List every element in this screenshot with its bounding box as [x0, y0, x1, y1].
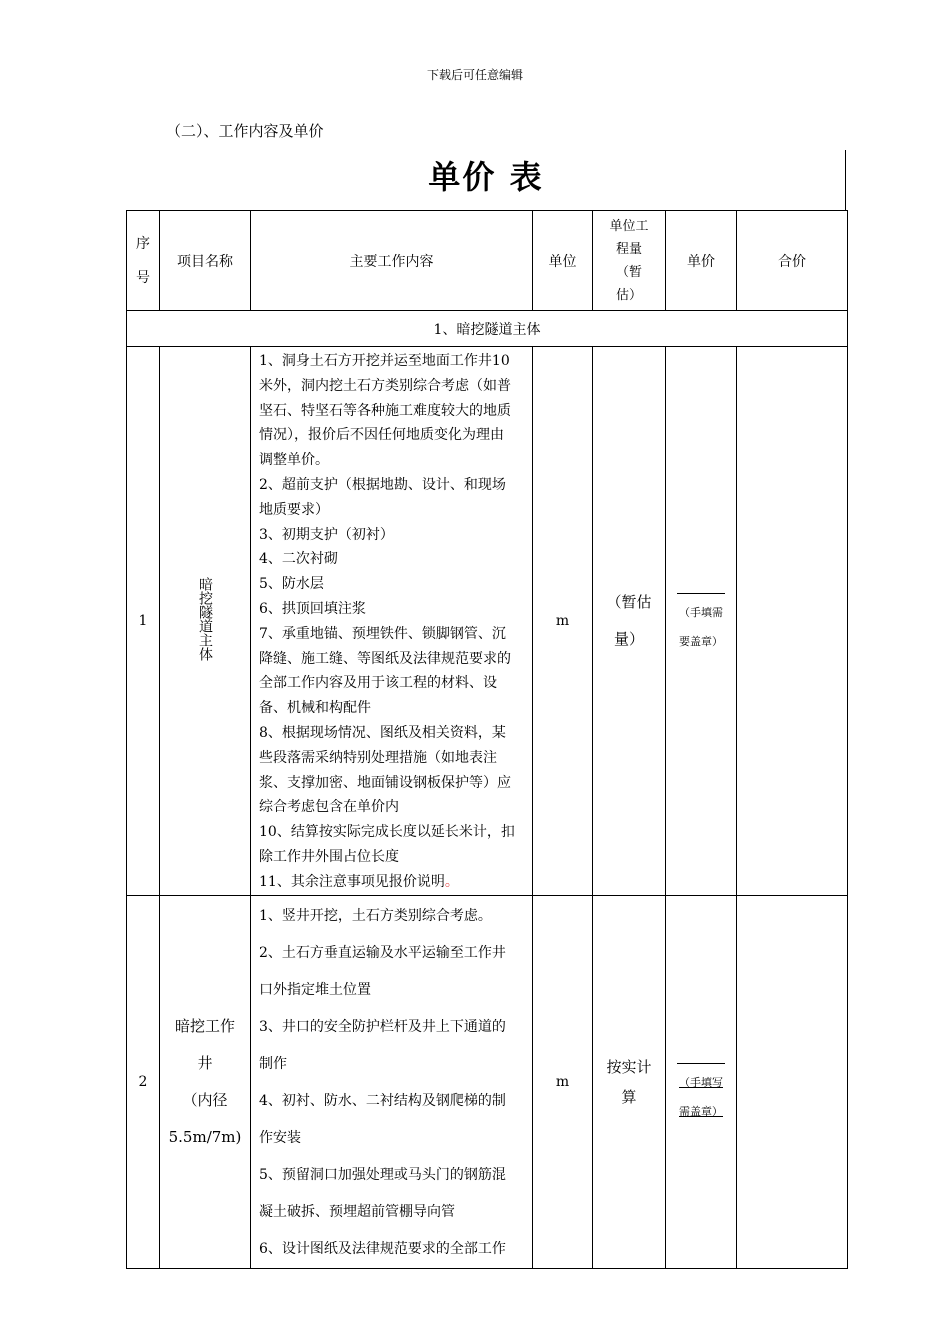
- row-quantity: （暂估 量）: [593, 347, 666, 896]
- row-content: [251, 895, 533, 1268]
- content-line: 5、预留洞口加强处理或马头门的钢筋混: [259, 1166, 506, 1183]
- content-line: 降缝、施工缝、等图纸及法律规范要求的: [259, 650, 511, 667]
- content-line: 3、初期支护（初衬）: [259, 526, 394, 543]
- header-seq: 序 号: [127, 211, 160, 311]
- header-main-content: 主要工作内容: [251, 211, 533, 311]
- header-item-name: 项目名称: [160, 211, 251, 311]
- content-line: 1、洞身土石方开挖并运至地面工作井10: [259, 353, 510, 369]
- header-unit: 单位: [533, 211, 593, 311]
- content-line: 口外指定堆土位置: [259, 981, 371, 998]
- row-name: 暗挖隧道主体: [160, 347, 251, 896]
- table-row: [127, 895, 848, 1268]
- header-row: [127, 211, 848, 311]
- signature-line: [677, 1063, 725, 1064]
- header-unit-price: 单价: [666, 211, 737, 311]
- content-line: 作安装: [259, 1129, 301, 1146]
- content-line: 米外，洞内挖土石方类别综合考虑（如普: [259, 377, 511, 394]
- content-line: 坚石、特坚石等各种施工难度较大的地质: [259, 402, 511, 419]
- row-seq: 1: [127, 347, 160, 896]
- signature-line: [677, 593, 725, 594]
- row-seq: 2: [127, 895, 160, 1268]
- content-line: 10、结算按实际完成长度以延长米计，扣: [259, 824, 515, 841]
- content-line: 除工作井外围占位长度: [259, 848, 399, 865]
- content-line: 6、拱顶回填注浆: [259, 600, 366, 617]
- content-line: 4、初衬、防水、二衬结构及钢爬梯的制: [259, 1092, 506, 1109]
- header-quantity: 单位工 程量 （暂 估）: [593, 211, 666, 311]
- section-title: （二）、工作内容及单价: [166, 122, 324, 140]
- content-line: 调整单价。: [259, 452, 329, 469]
- row-total: [737, 347, 848, 896]
- row-unit-price: [666, 895, 737, 1268]
- content-line: 1、竖井开挖，土石方类别综合考虑。: [259, 907, 492, 924]
- header-note: 下载后可任意编辑: [426, 68, 523, 82]
- row-name: 暗挖工作 井 （内径 5.5m/7m): [160, 895, 251, 1268]
- content-line: 4、二次衬砌: [259, 551, 338, 568]
- content-line: 6、设计图纸及法律规范要求的全部工作: [259, 1240, 506, 1257]
- row-unit-price: [666, 347, 737, 896]
- row-quantity: 按实计 算: [593, 895, 666, 1268]
- row-total: [737, 895, 848, 1268]
- group-row: [127, 311, 848, 347]
- header-total: 合价: [737, 211, 848, 311]
- content-line: 综合考虑包含在单价内: [259, 799, 399, 816]
- group-label: 1、暗挖隧道主体: [127, 311, 848, 347]
- content-line: 地质要求）: [259, 501, 329, 518]
- table-title: 单价 表: [428, 158, 544, 196]
- content-line: 浆、支撑加密、地面铺设钢板保护等）应: [259, 774, 511, 791]
- content-line: 8、根据现场情况、图纸及相关资料，某: [259, 724, 506, 741]
- signature-field: （手填需 要盖章）: [677, 593, 725, 649]
- content-line: 2、土石方垂直运输及水平运输至工作井: [259, 944, 506, 961]
- content-line: 7、承重地锚、预埋铁件、锁脚钢管、沉: [259, 625, 506, 642]
- content-line: 些段落需采纳特别处理措施（如地表注: [259, 749, 497, 766]
- end-mark: 。: [444, 873, 459, 890]
- content-line: 5、防水层: [259, 576, 324, 593]
- content-line: 11、其余注意事项见报价说明。: [259, 873, 459, 890]
- content-line: 3、井口的安全防护栏杆及井上下通道的: [259, 1018, 506, 1035]
- table-row: [127, 347, 848, 896]
- row-unit: m: [533, 895, 593, 1268]
- content-line: 制作: [259, 1055, 287, 1072]
- row-content: [251, 347, 533, 896]
- unit-price-table: [126, 210, 848, 1269]
- content-line: 2、超前支护（根据地勘、设计、和现场: [259, 476, 506, 493]
- row-unit: m: [533, 347, 593, 896]
- content-line: 凝土破拆、预埋超前管棚导向管: [259, 1203, 455, 1220]
- content-line: 情况），报价后不因任何地质变化为理由: [259, 427, 504, 444]
- signature-field: （手填写 需盖章）: [677, 1063, 725, 1119]
- content-line: 备、机械和构配件: [259, 700, 371, 717]
- content-line: 全部工作内容及用于该工程的材料、设: [259, 675, 497, 692]
